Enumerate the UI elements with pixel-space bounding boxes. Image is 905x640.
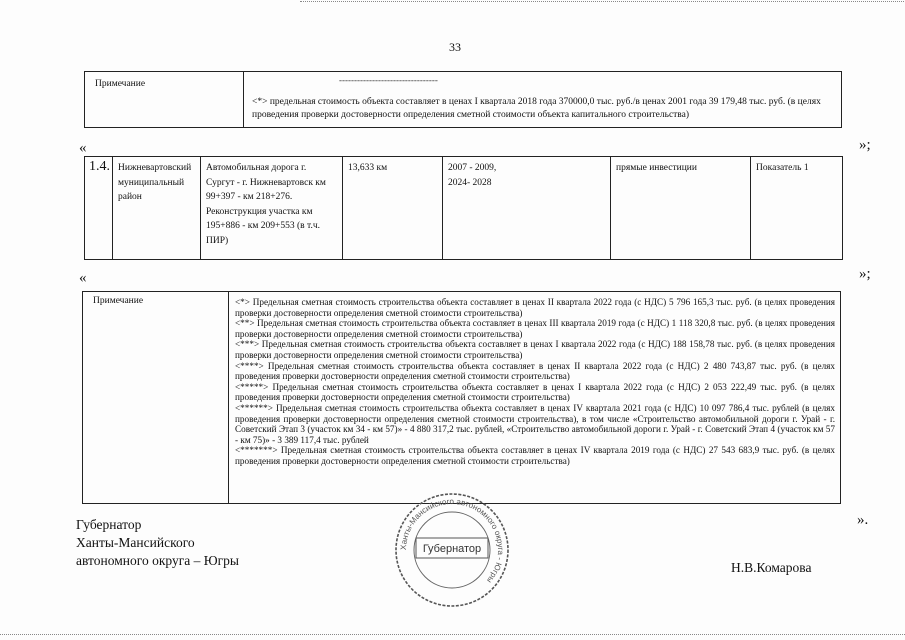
signatory-name: Н.В.Комарова (731, 560, 812, 575)
scan-bottom-edge (0, 634, 905, 635)
table-row (85, 157, 843, 260)
funding-cell: прямые инвестиции (611, 157, 751, 260)
note-item: <***> Предельная сметная стоимость строительства объекта составляет в ценах I квартала 2022 года (с НДС) 188 158,78 тыс. руб. (в целях проведения проверки достоверности определения сметной стоимости строительства) (235, 339, 835, 360)
object-cell: Автомобильная дорога г. Сургут - г. Нижневартовск км 99+397 - км 218+276. Реконструкция участка км 195+886 - км 209+553 (в т.ч. ПИР) (201, 157, 343, 260)
official-stamp (392, 490, 512, 610)
row-number: 1.4. (85, 157, 113, 260)
years-cell (443, 157, 611, 260)
scan-top-edge (300, 1, 904, 2)
stamp-center-text: Губернатор (422, 543, 482, 555)
column-divider (228, 292, 229, 503)
note-item: <*******> Предельная сметная стоимость строительства объекта составляет в ценах IV квартала 2019 года (с НДС) 27 543 683,9 тыс. руб. (в целях проведения проверки достоверности определения сметной стоимости строительства) (235, 445, 835, 466)
note-item: <*****> Предельная сметная стоимость строительства объекта составляет в ценах I квартала 2022 года (с НДС) 2 053 222,49 тыс. руб. (в целях проведения проверки достоверности определения сметной стоимости строительства) (235, 381, 835, 403)
separator-dashes: --------------------------------- (339, 75, 438, 85)
signature-region: Ханты-Мансийского (76, 535, 195, 550)
close-quote: »; (859, 137, 871, 153)
note-label: Примечание (95, 79, 146, 89)
close-quote: »; (859, 266, 871, 282)
note-item: <*> Предельная сметная стоимость строительства объекта составляет в ценах II квартала 2022 года (с НДС) 5 796 165,3 тыс. руб. (в целях проведения проверки достоверности определения сметной стоимости строительства) (235, 297, 835, 318)
years-line-1: 2007 - 2009, (448, 163, 497, 173)
note-item: <****> Предельная сметная стоимость строительства объекта составляет в ценах II квартала 2022 года (с НДС) 2 480 743,87 тыс. руб. (в целях проведения проверки достоверности определения сметной стоимости строительства) (235, 360, 835, 382)
column-divider (243, 72, 244, 127)
indicator-cell: Показатель 1 (751, 157, 843, 260)
open-quote: « (79, 140, 87, 156)
page-number: 33 (449, 40, 461, 54)
open-quote: « (79, 270, 87, 286)
note-box-1 (84, 71, 842, 128)
signature-block (76, 516, 239, 570)
capacity-cell: 13,633 км (343, 157, 443, 260)
signature-region-2: автономного округа – Югры (76, 553, 239, 568)
district-cell: Нижневартовский муниципальный район (113, 157, 201, 260)
note-item: <**> Предельная сметная стоимость строительства объекта составляет в ценах III квартала 2019 года (с НДС) 1 118 320,8 тыс. руб. (в целях проведения проверки достоверности определения сметной стоимости строительства) (235, 318, 835, 339)
years-line-2: 2024- 2028 (448, 177, 492, 188)
note-item: <******> Предельная сметная стоимость строительства объекта составляет в ценах IV квартала 2021 года (с НДС) 10 097 786,4 тыс. рублей (в целях проведения проверки достоверности определения сметной стоимости строительства), в том числе «Строительство автомобильной дороги г. Урай - г. Советский Этап 3 (участок км 34 - км 57)» - 4 880 317,2 тыс. рублей, «Строительство автомобильной дороги г. Урай - г. Советский Этап 4 (участок км 57 - км 75)» - 3 389 117,4 тыс. рублей (235, 402, 835, 445)
program-row-table (84, 156, 843, 260)
note-label: Примечание (93, 296, 144, 306)
notes-list (235, 297, 835, 467)
note-text: <*> предельная стоимость объекта составляет в ценах I квартала 2018 года 370000,0 тыс. руб./в ценах 2001 года 39 179,48 тыс. руб. (в целях проведения проверки достоверности определения сметной стоимости объекта капитального строительства) (252, 97, 821, 120)
signature-title: Губернатор (76, 517, 142, 532)
final-close-quote: ». (857, 512, 869, 528)
stamp-ring-text: Ханты-Мансийского автономного округа - Югры (398, 496, 506, 585)
note-box-2 (82, 291, 841, 504)
